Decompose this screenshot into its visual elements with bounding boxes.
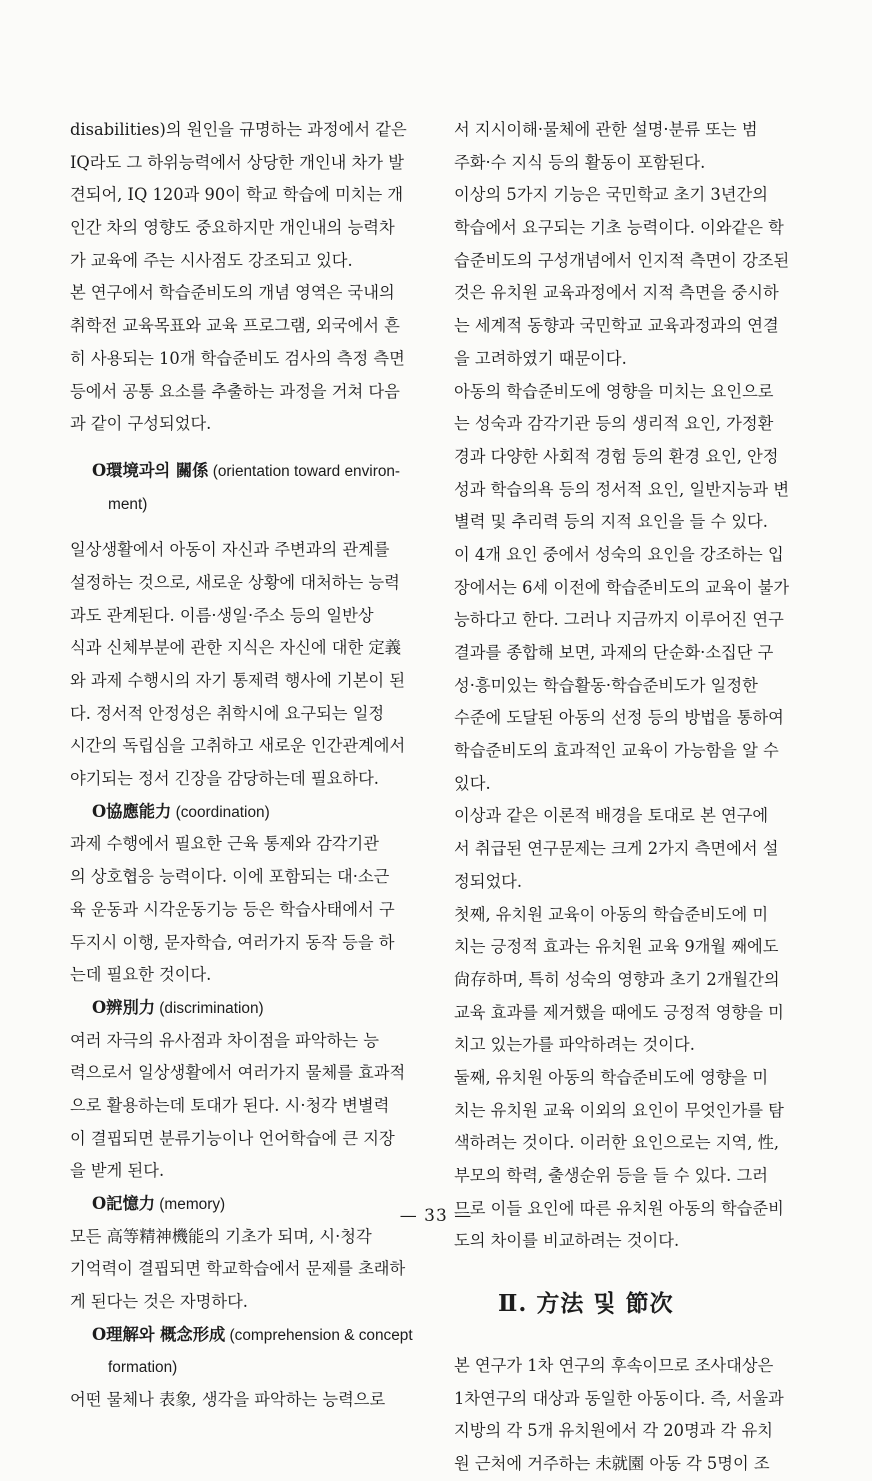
heading-coordination [70, 796, 426, 829]
heading-english: (memory) [155, 1196, 226, 1213]
text-line: 히 사용되는 10개 학습준비도 검사의 측정 측면 [70, 348, 405, 368]
text-line: 일상생활에서 아동이 자신과 주변과의 관계를 [70, 540, 390, 560]
text-line: 과도 관계된다. 이름·생일·주소 등의 일반상 [70, 605, 374, 625]
text-line: 치는 긍정적 효과는 유치원 교육 9개월 째에도 [454, 937, 779, 957]
text-line: 원 근처에 거주하는 未就園 아동 각 5명이 조 [454, 1454, 770, 1474]
paragraph-discrimination [70, 1025, 426, 1188]
text-line: 는 성숙과 감각기관 등의 생리적 요인, 가정환 [454, 414, 774, 434]
text-line: 성·흥미있는 학습활동·학습준비도가 일정한 [454, 675, 758, 695]
heading-english: (coordination) [171, 803, 270, 821]
paragraph-memory [70, 1221, 426, 1319]
text-line: 치고 있는가를 파악하려는 것이다. [454, 1035, 695, 1055]
text-line: 尙存하며, 특히 성숙의 영향과 초기 2개월간의 [454, 969, 780, 989]
text-line: 여러 자극의 유사점과 차이점을 파악하는 능 [70, 1030, 379, 1050]
text-line: 수준에 도달된 아동의 선정 등의 방법을 통하여 [454, 708, 784, 728]
text-line: 성과 학습의욕 등의 정서적 요인, 일반지능과 변 [454, 479, 790, 499]
paragraph-study-scope [70, 277, 426, 440]
text-line: 본 연구가 1차 연구의 후속이므로 조사대상은 [454, 1356, 774, 1376]
text-line: 다. 정서적 안정성은 취학시에 요구되는 일정 [70, 703, 385, 723]
text-line: 1차연구의 대상과 동일한 아동이다. 즉, 서울과 [454, 1388, 784, 1408]
heading-comprehension [70, 1319, 426, 1352]
text-line: 경과 다양한 사회적 경험 등의 환경 요인, 안정 [454, 446, 779, 466]
text-line: 므로 이들 요인에 따른 유치원 아동의 학습준비 [454, 1198, 784, 1218]
text-line: 별력 및 추리력 등의 지적 요인을 들 수 있다. [454, 512, 768, 532]
text-line: 것은 유치원 교육과정에서 지적 측면을 중시하 [454, 283, 779, 303]
text-line: 시간의 독립심을 고취하고 새로운 인간관계에서 [70, 736, 406, 756]
page-number: — 33 — [399, 1206, 473, 1226]
text-line: 가 교육에 주는 시사점도 강조되고 있다. [70, 250, 353, 270]
text-line: 능하다고 한다. 그러나 지금까지 이루어진 연구 [454, 610, 784, 630]
text-line: 어떤 물체나 表象, 생각을 파악하는 능력으로 [70, 1390, 386, 1410]
text-line: 과제 수행에서 필요한 근육 통제와 감각기관 [70, 834, 379, 854]
text-line: 식과 신체부분에 관한 지식은 자신에 대한 定義 [70, 638, 401, 658]
text-line: 정되었다. [454, 871, 523, 891]
heading-english: ment) [108, 495, 148, 513]
heading-discrimination [70, 992, 426, 1025]
text-line: IQ라도 그 하위능력에서 상당한 개인내 차가 발 [70, 152, 404, 172]
text-line: 치는 유치원 교육 이외의 요인이 무엇인가를 탐 [454, 1100, 784, 1120]
text-line: 의 상호협응 능력이다. 이에 포함되는 대·소근 [70, 867, 390, 887]
heading-korean: O協應能力 [92, 801, 172, 821]
paragraph-comprehension [70, 1384, 426, 1417]
text-line: 취학전 교육목표와 교육 프로그램, 외국에서 흔 [70, 316, 400, 336]
paragraph-first [454, 899, 806, 1062]
text-line: 이상과 같은 이론적 배경을 토대로 본 연구에 [454, 806, 769, 826]
heading-environment [70, 455, 426, 488]
heading-english: (orientation toward environ- [208, 462, 401, 480]
paragraph-functions [454, 179, 806, 375]
text-line: 야기되는 정서 긴장을 감당하는데 필요하다. [70, 769, 379, 789]
heading-english: (discrimination) [155, 999, 264, 1017]
text-line: 을 받게 된다. [70, 1161, 165, 1181]
paragraph-environment [70, 534, 426, 796]
text-line: 도의 차이를 비교하려는 것이다. [454, 1231, 680, 1251]
text-line: 기억력이 결핍되면 학교학습에서 문제를 초래하 [70, 1259, 406, 1279]
text-line: 을 고려하였기 때문이다. [454, 348, 627, 368]
text-line: 장에서는 6세 이전에 학습준비도의 교육이 불가 [454, 577, 790, 597]
text-line: 교육 효과를 제거했을 때에도 긍정적 영향을 미 [454, 1002, 784, 1022]
paragraph-continuation [454, 114, 806, 179]
text-line: 이 결핍되면 분류기능이나 언어학습에 큰 지장 [70, 1128, 395, 1148]
text-line: 서 취급된 연구문제는 크게 2가지 측면에서 설 [454, 839, 779, 859]
text-line: 본 연구에서 학습준비도의 개념 영역은 국내의 [70, 283, 395, 303]
text-line: 는데 필요한 것이다. [70, 965, 212, 985]
text-line: 인간 차의 영향도 중요하지만 개인내의 능력차 [70, 218, 395, 238]
heading-comprehension-cont [70, 1351, 426, 1384]
text-line: 게 된다는 것은 자명하다. [70, 1292, 248, 1312]
heading-korean: O辨別力 [92, 997, 156, 1017]
text-line: 습준비도의 구성개념에서 인지적 측면이 강조된 [454, 250, 790, 270]
paragraph-factors [454, 376, 806, 801]
text-line: 설정하는 것으로, 새로운 상황에 대처하는 능력 [70, 572, 400, 592]
right-column [454, 114, 806, 1481]
text-line: 학습준비도의 효과적인 교육이 가능함을 알 수 [454, 741, 779, 761]
text-line: 첫째, 유치원 교육이 아동의 학습준비도에 미 [454, 904, 769, 924]
text-line: 주화·수 지식 등의 활동이 포함된다. [454, 152, 706, 172]
text-line: 결과를 종합해 보면, 과제의 단순화·소집단 구 [454, 643, 774, 662]
heading-korean: O記憶力 [92, 1194, 156, 1213]
text-line: 이상의 5가지 기능은 국민학교 초기 3년간의 [454, 185, 768, 205]
text-line: 견되어, IQ 120과 90이 학교 학습에 미치는 개 [70, 185, 404, 205]
text-line: 아동의 학습준비도에 영향을 미치는 요인으로 [454, 381, 774, 401]
text-line: 력으로서 일상생활에서 여러가지 물체를 효과적 [70, 1063, 406, 1083]
text-line: 있다. [454, 773, 491, 793]
text-line: 지방의 각 5개 유치원에서 각 20명과 각 유치 [454, 1421, 773, 1441]
text-line: 모든 高等精神機能의 기초가 되며, 시·청각 [70, 1226, 372, 1246]
text-line: 등에서 공통 요소를 추출하는 과정을 거쳐 다음 [70, 381, 400, 401]
text-line: 는 세계적 동향과 국민학교 교육과정과의 연결 [454, 316, 779, 336]
text-line: disabilities)의 원인을 규명하는 과정에서 같은 [70, 120, 407, 139]
heading-english: (comprehension & concept [225, 1326, 413, 1344]
heading-korean: O環境과의 關係 [92, 460, 209, 480]
text-line: 서 지시이해·물체에 관한 설명·분류 또는 범 [454, 120, 758, 139]
text-line: 두지시 이행, 문자학습, 여러가지 동작 등을 하 [70, 932, 395, 952]
heading-english: formation) [108, 1359, 178, 1377]
text-line: 둘째, 유치원 아동의 학습준비도에 영향을 미 [454, 1067, 769, 1087]
text-line: 학습에서 요구되는 기초 능력이다. 이와같은 학 [454, 218, 784, 238]
text-line: 육 운동과 시각운동기능 등은 학습사태에서 구 [70, 899, 395, 919]
heading-environment-cont [70, 488, 426, 521]
text-line: 색하려는 것이다. 이러한 요인으로는 지역, 性, [454, 1133, 780, 1153]
heading-korean: O理解와 概念形成 [92, 1324, 226, 1344]
text-line: 으로 활용하는데 토대가 된다. 시·청각 변별력 [70, 1095, 390, 1115]
paragraph-problems [454, 800, 806, 898]
paragraph-disabilities [70, 114, 426, 277]
text-line: 이 4개 요인 중에서 성숙의 요인을 강조하는 입 [454, 544, 784, 564]
paragraph-coordination [70, 828, 426, 991]
text-line: 부모의 학력, 출생순위 등을 들 수 있다. 그러 [454, 1166, 768, 1185]
text-line: 와 과제 수행시의 자기 통제력 행사에 기본이 된 [70, 671, 406, 690]
section-title: Ⅱ. 方法 및 節次 [498, 1290, 674, 1318]
paragraph-second [454, 1062, 806, 1258]
text-line: 과 같이 구성되었다. [70, 414, 212, 434]
paragraph-method [454, 1350, 806, 1481]
